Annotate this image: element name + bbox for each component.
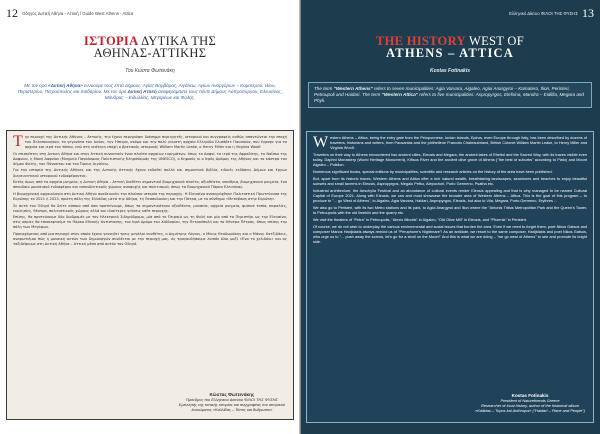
page-number: 12 [6,5,18,20]
article-panel [6,130,294,420]
paragraph: We also go to Peristeri, with its two Metro stations and its park, to Agioi Anargyroi and Ilion where the "Antonis Tritsis Metropolitan Park and the Queen's Tower, to Petroupolis with the old limekiln and the quarry etc. [313,205,587,215]
intro-post: refers to five municipalities: Aspropyrgos, Elefsina, Mandra – Eidillia, Megara and Phyli. [314,92,584,103]
intro-post: αναφερόμαστε τους πέντε Δήμους Ασπροπύργου, Ελευσίνας, Μάνδρας – Ειδυλλίας, Μεγαρέων και Φυλής. [104,89,283,100]
paragraph [13,135,287,150]
signature-line: Researcher of local history, author of the historical album [481,403,579,409]
signature-name: Κώστας Φωτεινάκης [209,392,255,398]
title-line-2: ATHENS – ATTICA [386,46,514,60]
intro-term-2: "Western Attica" [381,92,418,97]
paragraph: But, apart from its historic traces, Western Athens and Attica offer a rich natural wealth, breathtaking landscapes, seashores and beaches to enjoy beautiful sunsets and small taverns in Eleusis, Aspropyrgos, Megalo Pefko, Alepochori, Porto Germeno, Psatha etc. [313,176,587,187]
paragraph: Οι επισκέπτες στη Δυτική Αθήνα και στην Αττική συναντούν έναν πλούτο αρχαίων ευρημάτων, όπως το Δαφνί, το ιερό της Αφροδίτης, το Ναΐσκο της Δαφνίου, η Μονή Δαφνίου (Μνημείο Παγκόσμιας Πολιτιστικής Κληρονομιάς της UNESCO), ο Κηφισός κι ο Ιερός Δρόμος της Αθήνας και τα κάστρα του δήμου Φυλής, του Πάνακτου και του Όρους Αιγάλεω. [13,151,287,166]
running-head: Οδηγός Δυτική Αθήνα - Αττική / Guide West Athens - Attica [22,10,134,16]
running-head: Ελληνικό Δίκτυο ΦΙΛΟΙ ΤΗΣ ΦΥΣΗΣ [509,10,578,16]
paragraph: Travelers on their way to Athens encountered two ancient cities, Eleusis and Megara, the ancient lakes of Rheitoi and the Sacred Way, with its traces visible even today, Daphni Monastery (World Heritage Monument), Kifisos River and the ancient olive grove of Athens ("the best of suburbs" according to Plato) and Mount Aigaleo – Poikilon. [313,153,587,168]
intro-text [308,82,592,108]
title-highlight: ΙΣΤΟΡΙΑ [83,34,139,48]
right-header [306,6,594,20]
signature-line: Ερευνητής της τοπικής ιστορίας και συγγραφέας του ιστορικού [178,402,285,408]
intro-mid: refers to seven municipalities: Agia Varvara, Aigaleo, Agioi Anargyroi – Kamatero, Ilion, Peristeri, Petroupoli and Haidari. The term [314,86,570,97]
paragraph: Εκτός όμως από τα αρχαία μνημεία, η Δυτική Αθήνα – Αττική διαθέτει σημαντικό βιομηχανικό πλούτο, αξιοθέατα, υπαίθρια, βιομηχανικά μνημεία, ένα σπουδαίο μουσειακό ενδιαφέρον και εκπαιδευτικούς χώρους αναψυχής και πολιτισμού, όπως τα Βιομηχανικά Πάρκα Ελευσίνας. [13,180,287,190]
signature-line: President of Naturefriends Greece [500,398,560,404]
paragraph: Industrial architecture, the Aeschylia Festival and an abundance of cultural events render Eleusis appealing and that is why managed to be named Cultural Capital of Europe 2021. Along with Eleusis, we can and must showcase the broader area of Western Athens – Attica. This is the goal of this program – to produce to "... go West of Athens", to Aigaleo, Agia Varvara, Haidari, Aspropyrgos, Eleusis, but also to Vila, Megara, Porto Germeno, Erythres ... [313,188,587,204]
signature-line: λευκώματος «Καλλίδας – Τόπος και Άνθρωποι» [191,407,273,413]
paragraph: Η βιομηχανική αρχαιολογία στη Δυτική Αθήνα αναδεικνύει την πλούσια ιστορία της περιοχής. Η Ελευσίνα ανακηρύχθηκε Πολιτιστική Πρωτεύουσα της Ευρώπης το 2021 ή 2023, πρώτη πόλη της Ελλάδας μετά την Αθήνα, τη Θεσσαλονίκη και την Πάτρα, με το σύνθημα «Μετάβαση στην Ευρώπη». [13,191,287,201]
paragraph: Σε αυτό τον Οδηγό θα δείτε κάποια από όσα προτείνουμε, όπως τα σημαντικότερα αξιοθέατα, μουσεία, αρχαία μνημεία, φυσικά τοπία, παραλίες, εκκλησίες, θέατρα, πολιτιστικούς χώρους αλλά και ιδιαίτερες γεύσεις κάθε περιοχής. [13,203,287,213]
signature-block [475,394,585,414]
intro-term-1: «Δυτική Αθήνα» [48,83,83,88]
signature-line: «Kallidas – Topos kai Anthropoi» ("Haidari – Place and People") [475,408,585,414]
page-number: 13 [582,5,594,20]
paragraph: Προερχόμενος από μια περιοχή στην οποία έχουν γεννηθεί τρεις μεγάλοι συνθέτες, ο Δημήτρης Λάγιος, ο Μίκης Θεοδωράκης και ο Μάνος Χατζιδάκις, αναρωτιέμαι πώς η μουσική αυτών των δημιουργών συνδέεται με την περιοχή μας. Ας τραγουδήσουμε λοιπόν όλοι μαζί «Ένα το χελιδόνι» και ας ταξιδέψουμε στη Δυτική Αθήνα – Αττική μέσα από αυτόν τον Οδηγό. [13,231,287,247]
signature-name: Kostas Fotinakis [511,393,549,399]
paragraph: Επίσης, θα προτείνουμε δύο διαδρομές με τον Ηλεκτρικό Σιδηρόδρομο, μία από το Πειραιά ως τη Φυλή και μία από το Περιστέρι ως την Ελευσίνα, στις οποίες θα επισκεφτούμε το Πάρκο Εθνικής Αντίστασης, τον Ιερό Δρόμο του Χαϊδαρίου, την Πετρούπολη και το Θέατρο Πέτρας, όπως επίσης την πόλη των Μεγάρων. [13,215,287,230]
intro-pre: Με τον όρο [24,83,49,88]
paragraph-text: estern Athens – Attica, being the entry gate from the Peloponnese, Ionian Islands, Epirus, even Europe through Italy, has been described by dozens of travelers, historians and writers, from Pausanias and the philhellene Francois Chateaubriand, British Colonel William Martin Leake, to Henry Miller and Virginia Woolf. [330,136,587,151]
title-rest: ΔΥΤΙΚΑ ΤΗΣ [141,34,217,48]
page-gutter [299,0,301,434]
intro-text [12,83,288,101]
paragraph: Numerous significant books, special editions by municipalities, scientific and research articles on the history of the area have been published. [313,170,553,175]
article-panel [306,131,594,423]
paragraph: We visit the theaters of "Petra" in Petroupolis, "Alexis Minotis" in Aigaleo, "Old Olive Mill" in Eleusis, and "Phoenix" in Peristeri. [313,217,528,222]
signature-block [179,393,285,413]
paragraph-text: ην περιοχή της Δυτικής Αθήνας – Αττικής, την έχουν περιγράψει διάσημοι περιηγητές, ιστορικοί και συγγραφείς καθώς απαντώνται την εποχή του Πελοποννήσου, τα γεγονότα του Ιονίου, την Ήπειρο, ακόμα και την πολύ γνωστή αρχαία Ελληνίδα Ελισάβετ Παυσανία, που έγραψε για τα αρχαία και ιερά του τόπου, ενώ στη νεότερη εποχή ο βρετανός ιστορικός William Martin Leake, ο Henry Miller και η Virginia Woolf. [24,135,287,150]
drop-cap: W [313,134,329,151]
intro-mid: εννοούμε τους επτά Δήμους: Αγίας Βαρβάρας, Αιγάλεω, Αγίων Αναργύρων – Καματερού, Ιλίου, Περιστερίου, Πετρούπολης και Χαϊδαρίου. Με τον όρο [17,83,276,94]
signature-line: Πρόεδρος του Ελληνικού Δικτύου ΦΙΛΟΙ ΤΗΣ ΦΥΣΗΣ [185,397,278,403]
title-line-2: ΑΘΗΝΑΣ-ΑΤΤΙΚΗΣ [93,46,207,60]
paragraph: Για την ιστορία της Δυτικής Αθήνας και της Δυτικής Αττικής έχουν εκδοθεί πολλά και σημαντικά βιβλία, ειδικές εκδόσεις Δήμων και έργων διερευνητικού ιστορικού ενδιαφέροντος. [13,168,287,178]
paragraph [313,136,587,151]
drop-cap: Τ [13,133,23,150]
intro-term-1: "Western Athens" [333,86,373,91]
intro-pre: The term [314,86,334,91]
byline: Kostas Fotinakis [429,68,470,74]
title-rest: WEST OF [469,34,524,48]
paragraph: Of course, we do not wish to underplay the various environmental and social issues that burden the area. Even if we need to forget them, poet Nikos Gatsos and composer Manos Hadjidakis always remind us of "Peruphone's Nightmare"! As an antidote, we resort to the same composer, Hadjidakis and poet Nikos Gatsos, who urge us to "... push away the sorrow, let's go for a stroll on the Moon!" And this is what we are doing – "we go west of Athens" to see and promote its bright side. [313,224,587,244]
page-title [0,35,300,59]
title-highlight: THE HISTORY [375,34,466,48]
right-page [300,0,600,434]
page-title [300,35,600,59]
intro-term-2: Δυτική Αττική [127,89,157,94]
left-header [6,6,294,20]
byline: Του Κώστα Φωτεινάκη [125,68,175,74]
